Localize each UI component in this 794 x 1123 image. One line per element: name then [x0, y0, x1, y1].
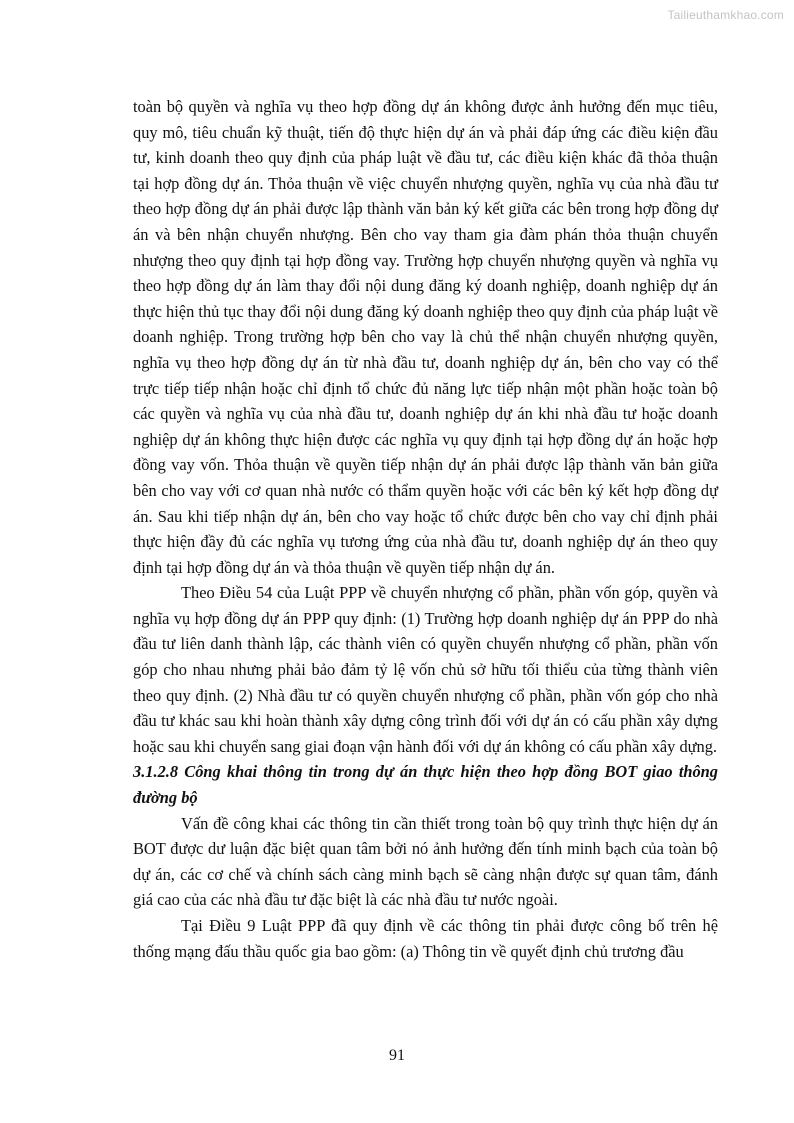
page-number: 91	[389, 1047, 405, 1064]
watermark: Tailieuthamkhao.com	[667, 8, 784, 22]
paragraph-article-54: Theo Điều 54 của Luật PPP về chuyển nhượng cổ phần, phần vốn góp, quyền và nghĩa vụ hợp đồng dự án PPP quy định: (1) Trường hợp doanh nghiệp dự án PPP do nhà đầu tư liên danh thành lập, các thành viên có quyền chuyển nhượng cổ phần, phần vốn góp cho nhau nhưng phải bảo đảm tỷ lệ vốn chủ sở hữu tối thiểu của từng thành viên theo quy định. (2) Nhà đầu tư có quyền chuyển nhượng cổ phần, phần vốn góp cho nhà đầu tư khác sau khi hoàn thành xây dựng công trình đối với dự án có cấu phần xây dựng hoặc sau khi chuyển sang giai đoạn vận hành đối với dự án không có cấu phần xây dựng.	[133, 583, 718, 756]
paragraph-disclosure: Vấn đề công khai các thông tin cần thiết trong toàn bộ quy trình thực hiện dự án BOT được dư luận đặc biệt quan tâm bởi nó ảnh hưởng đến tính minh bạch của toàn bộ dự án, các cơ chế và chính sách càng minh bạch sẽ càng nhận được sự quan tâm, đánh giá cao của các nhà đầu tư đặc biệt là các nhà đầu tư nước ngoài.	[133, 813, 718, 910]
paragraph-article-9: Tại Điều 9 Luật PPP đã quy định về các thông tin phải được công bố trên hệ thống mạng đấu thầu quốc gia bao gồm: (a) Thông tin về quyết định chủ trương đầu	[133, 916, 718, 961]
section-heading: 3.1.2.8 Công khai thông tin trong dự án thực hiện theo hợp đồng BOT giao thông đường bộ	[133, 762, 718, 808]
document-body	[133, 94, 718, 964]
paragraph-continued: toàn bộ quyền và nghĩa vụ theo hợp đồng dự án không được ảnh hưởng đến mục tiêu, quy mô, tiêu chuẩn kỹ thuật, tiến độ thực hiện dự án và phải đáp ứng các điều kiện đầu tư, kinh doanh theo quy định của pháp luật về đầu tư, các điều kiện khác đã thỏa thuận tại hợp đồng dự án. Thỏa thuận về việc chuyển nhượng quyền, nghĩa vụ của nhà đầu tư theo hợp đồng dự án phải được lập thành văn bản ký kết giữa các bên trong hợp đồng dự án và bên nhận chuyển nhượng. Bên cho vay tham gia đàm phán thỏa thuận chuyển nhượng theo quy định tại hợp đồng vay. Trường hợp chuyển nhượng quyền và nghĩa vụ theo hợp đồng dự án làm thay đổi nội dung đăng ký doanh nghiệp, doanh nghiệp dự án thực hiện thủ tục thay đổi nội dung đăng ký doanh nghiệp theo quy định của pháp luật về doanh nghiệp. Trong trường hợp bên cho vay là chủ thể nhận chuyển nhượng quyền, nghĩa vụ theo hợp đồng dự án từ nhà đầu tư, doanh nghiệp dự án, bên cho vay có thể trực tiếp tiếp nhận hoặc chỉ định tổ chức đủ năng lực tiếp nhận một phần hoặc toàn bộ các quyền và nghĩa vụ của nhà đầu tư, doanh nghiệp dự án khi nhà đầu tư hoặc doanh nghiệp dự án không thực hiện được các nghĩa vụ quy định tại hợp đồng dự án hoặc hợp đồng vay vốn. Thỏa thuận về quyền tiếp nhận dự án phải được lập thành văn bản giữa bên cho vay với cơ quan nhà nước có thẩm quyền hoặc với các bên ký kết hợp đồng dự án. Sau khi tiếp nhận dự án, bên cho vay hoặc tổ chức được bên cho vay chỉ định phải thực hiện đầy đủ các nghĩa vụ tương ứng của nhà đầu tư, doanh nghiệp dự án theo quy định tại hợp đồng dự án và thỏa thuận về quyền tiếp nhận dự án.	[133, 97, 718, 577]
